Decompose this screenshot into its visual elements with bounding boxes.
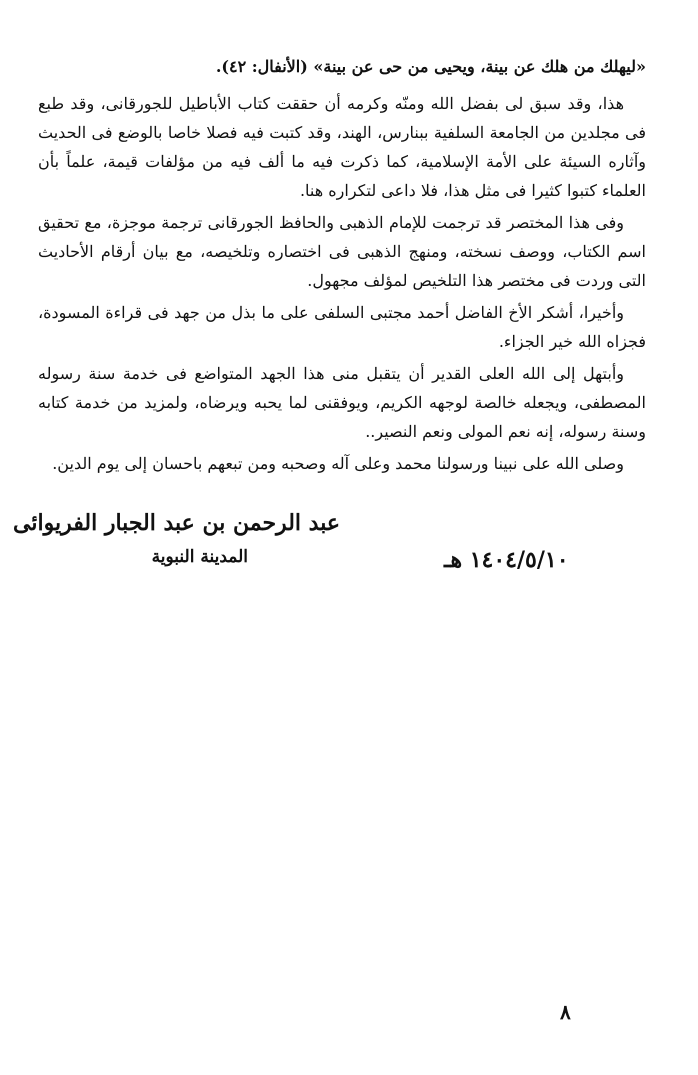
quran-verse: «ليهلك من هلك عن بينة، ويحيى من حى عن بينة» (الأنفال: ٤٢). [215, 57, 646, 76]
author-signature-name: عبد الرحمن بن عبد الجبار الفريوائى [13, 510, 340, 536]
body-text [38, 52, 646, 481]
paragraph: وأبتهل إلى الله العلى القدير أن يتقبل منى هذا الجهد المتواضع فى خدمة سنة رسوله المصطفى، ويجعله خالصة لوجهه الكريم، ويوفقنى لما يحبه ويرضاه، ولمزيد من خدمة كتابه وسنة رسوله، إنه نعم المولى ونعم النصير.. [38, 364, 646, 441]
paragraph: وأخيرا، أشكر الأخ الفاضل أحمد مجتبى السلفى على ما بذل من جهد فى قراءة المسودة، فجزاه الله خير الجزاء. [38, 303, 646, 351]
author-city: المدينة النبوية [151, 547, 248, 567]
page-number: ٨ [560, 1000, 571, 1024]
paragraph: هذا، وقد سبق لى بفضل الله ومنّه وكرمه أن حققت كتاب الأباطيل للجورقانى، وقد طبع فى مجلدين من الجامعة السلفية ببنارس، الهند، وقد كتبت فيه فصلا خاصا بالوضع فى الحديث وآثاره السيئة على الأمة الإسلامية، كما ذكرت فيه ما ألف فيه من مؤلفات قيمة، علماً بأن العلماء كتبوا كثيرا فى مثل هذا، فلا داعى لتكراره هنا. [38, 94, 646, 200]
signature-date: ١٤٠٤/٥/١٠ هـ [444, 547, 569, 573]
paragraph: وفى هذا المختصر قد ترجمت للإمام الذهبى والحافظ الجورقانى ترجمة موجزة، مع تحقيق اسم الكتاب، ووصف نسخته، ومنهج الذهبى فى اختصاره وتلخيصه، مع بيان أرقام الأحاديث التى وردت فى مختصر هذا التلخيص لمؤلف مجهول. [38, 213, 646, 290]
paragraph: وصلى الله على نبينا ورسولنا محمد وعلى آله وصحبه ومن تبعهم باحسان إلى يوم الدين. [52, 454, 624, 473]
